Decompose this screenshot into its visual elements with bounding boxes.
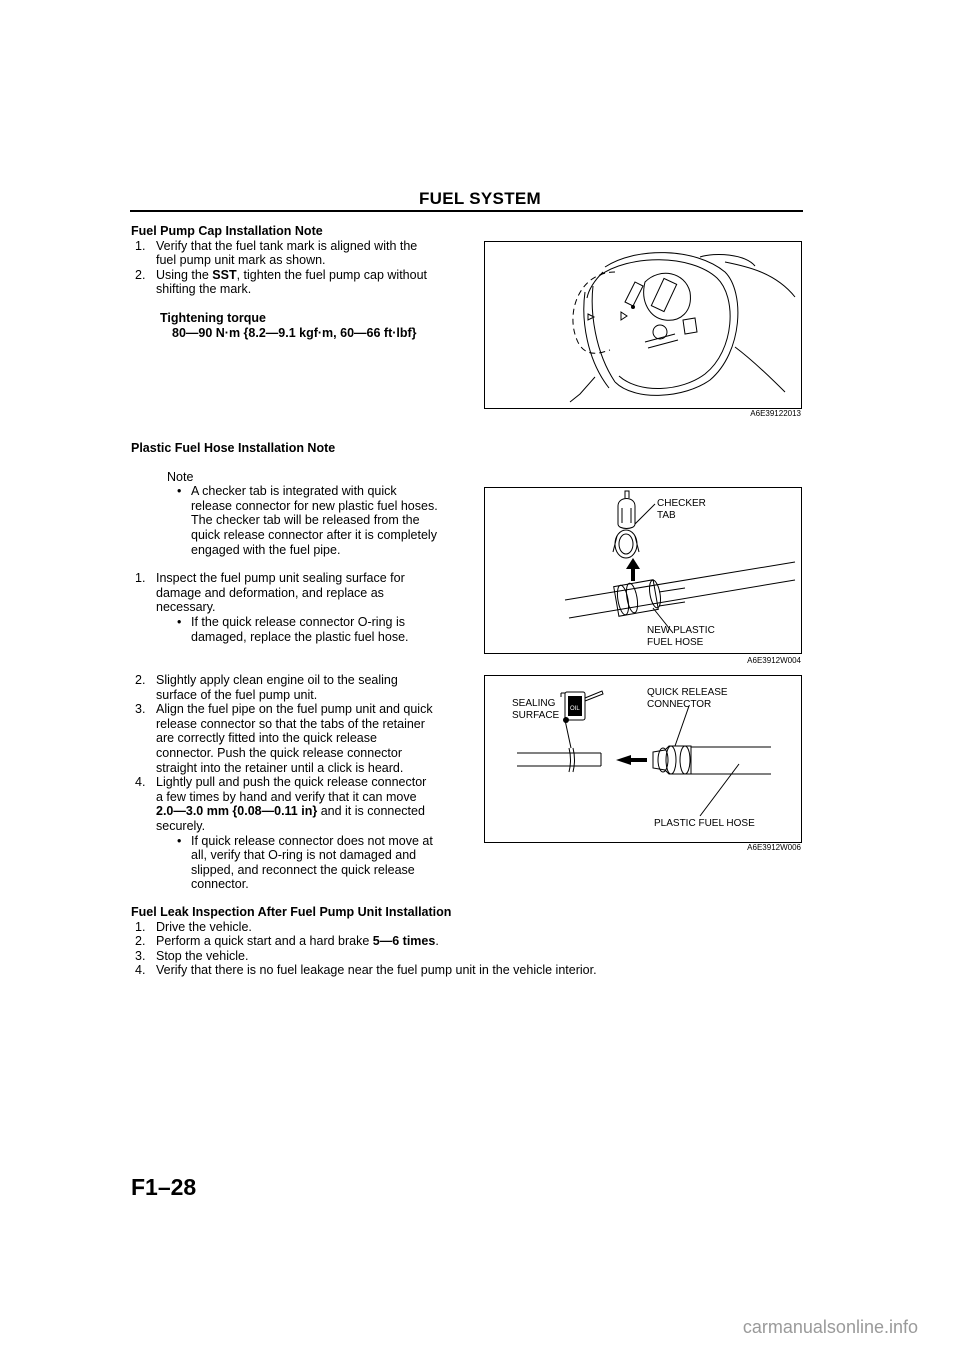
step-text: straight into the retainer until a click is heard. xyxy=(156,760,404,775)
sst-label: SST xyxy=(212,267,237,282)
section-heading: Fuel Pump Cap Installation Note xyxy=(131,224,323,238)
step-text: and it is connected xyxy=(317,804,425,819)
step-number: 1. xyxy=(135,238,146,253)
label-sealing-surface: SEALING SURFACE xyxy=(512,698,560,721)
step-text: fuel pump unit mark as shown. xyxy=(156,253,326,268)
figure-code: A6E3912W004 xyxy=(747,656,801,665)
step-1 xyxy=(131,571,461,615)
note-label: Note xyxy=(167,469,194,484)
step-text: Lightly pull and push the quick release connector xyxy=(156,775,427,790)
bullet-icon: • xyxy=(177,833,182,848)
step-text: securely. xyxy=(156,818,206,833)
step-1 xyxy=(131,239,461,268)
section-heading: Fuel Leak Inspection After Fuel Pump Unit Installation xyxy=(131,905,452,919)
header-rule xyxy=(130,210,803,212)
step-number: 2. xyxy=(135,934,146,949)
step-number: 1. xyxy=(135,919,146,934)
step-text: Stop the vehicle. xyxy=(156,948,249,963)
step-2 xyxy=(131,268,461,297)
note-bullet xyxy=(131,484,461,557)
bullet-text: slipped, and reconnect the quick release xyxy=(191,862,415,877)
step-number: 2. xyxy=(135,673,146,687)
section-heading: Plastic Fuel Hose Installation Note xyxy=(131,441,336,455)
section-fuel-leak-inspection xyxy=(131,905,811,978)
bullet-text: If the quick release connector O-ring is xyxy=(191,614,405,629)
step-number: 3. xyxy=(135,702,146,717)
figure-code: A6E39122013 xyxy=(750,409,801,418)
step-text: Verify that there is no fuel leakage near the fuel pump unit in the vehicle interior. xyxy=(156,963,597,978)
figure-code: A6E3912W006 xyxy=(747,843,801,852)
note-text: engaged with the fuel pipe. xyxy=(191,542,341,557)
note-text: quick release connector after it is completely xyxy=(191,527,437,542)
fuel-pump-cap-illustration xyxy=(485,242,801,408)
step-text: , tighten the fuel pump cap without xyxy=(236,267,427,282)
page-title: FUEL SYSTEM xyxy=(418,189,541,208)
step-number: 1. xyxy=(135,571,146,586)
step-1-bullet xyxy=(131,615,461,644)
step-text: necessary. xyxy=(156,600,216,615)
figure-fuel-pump-cap xyxy=(484,241,802,409)
repeat-count: 5—6 times xyxy=(372,934,436,949)
label-quick-release-connector: QUICK RELEASE CONNECTOR xyxy=(647,687,728,710)
step-text: shifting the mark. xyxy=(156,282,252,297)
step-text: Align the fuel pipe on the fuel pump unit and quick xyxy=(156,702,433,717)
step-text: are correctly fitted into the quick release xyxy=(156,731,377,746)
step-text: Inspect the fuel pump unit sealing surface for xyxy=(156,571,405,586)
step-text: surface of the fuel pump unit. xyxy=(156,687,318,702)
label-checker-tab: CHECKER TAB xyxy=(657,498,706,521)
step-text: damage and deformation, and replace as xyxy=(156,585,384,600)
bullet-text: damaged, replace the plastic fuel hose. xyxy=(191,629,409,644)
step-4-bullet xyxy=(131,834,461,892)
step-number: 3. xyxy=(135,948,146,963)
torque-label: Tightening torque xyxy=(160,310,267,325)
step-text: connector. Push the quick release connector xyxy=(156,745,402,760)
label-plastic-fuel-hose: PLASTIC FUEL HOSE xyxy=(654,818,755,829)
step-text: Slightly apply clean engine oil to the sealing xyxy=(156,673,398,687)
figure-checker-tab xyxy=(484,487,802,654)
step-4 xyxy=(131,963,811,978)
step-3 xyxy=(131,949,811,964)
figure-quick-release xyxy=(484,675,802,843)
bullet-text: all, verify that O-ring is not damaged and xyxy=(191,848,417,863)
label-new-plastic-fuel-hose: NEW PLASTIC FUEL HOSE xyxy=(647,625,715,648)
step-number: 2. xyxy=(135,267,146,282)
section-plastic-fuel-hose-steps xyxy=(131,673,461,892)
step-1 xyxy=(131,920,811,935)
step-4 xyxy=(131,775,461,833)
step-2: 2. Perform a quick start and a hard brake 5—6 times. xyxy=(135,934,439,949)
step-text: Using the xyxy=(156,267,213,282)
bullet-icon: • xyxy=(177,484,182,499)
torque-value: 80—90 N·m {8.2—9.1 kgf·m, 60—66 ft·lbf} xyxy=(172,325,417,340)
page-number: F1–28 xyxy=(131,1174,197,1200)
checker-tab-illustration xyxy=(485,488,801,653)
step-number: 4. xyxy=(135,775,146,790)
note-text: release connector for new plastic fuel hoses. xyxy=(191,498,438,513)
bullet-text: If quick release connector does not move at xyxy=(191,833,433,848)
step-text: Verify that the fuel tank mark is aligned with the xyxy=(156,238,418,253)
watermark: carmanualsonline.info xyxy=(742,1317,918,1337)
note-text: A checker tab is integrated with quick xyxy=(191,484,397,499)
note-text: The checker tab will be released from the xyxy=(191,513,420,528)
step-text: Perform a quick start and a hard brake xyxy=(156,934,373,949)
step-text: Drive the vehicle. xyxy=(156,919,252,934)
step-3 xyxy=(131,702,461,775)
bullet-icon: • xyxy=(177,614,182,629)
step-2 xyxy=(131,673,461,702)
section-plastic-fuel-hose xyxy=(131,441,461,644)
step-number: 4. xyxy=(135,963,146,978)
bullet-text: connector. xyxy=(191,877,249,892)
step-text: release connector so that the tabs of the retainer xyxy=(156,716,425,731)
oil-can-label: OIL xyxy=(570,706,580,712)
section-fuel-pump-cap xyxy=(131,224,461,340)
clearance-value: 2.0—3.0 mm {0.08—0.11 in} xyxy=(156,804,318,819)
step-text: a few times by hand and verify that it can move xyxy=(156,789,417,804)
